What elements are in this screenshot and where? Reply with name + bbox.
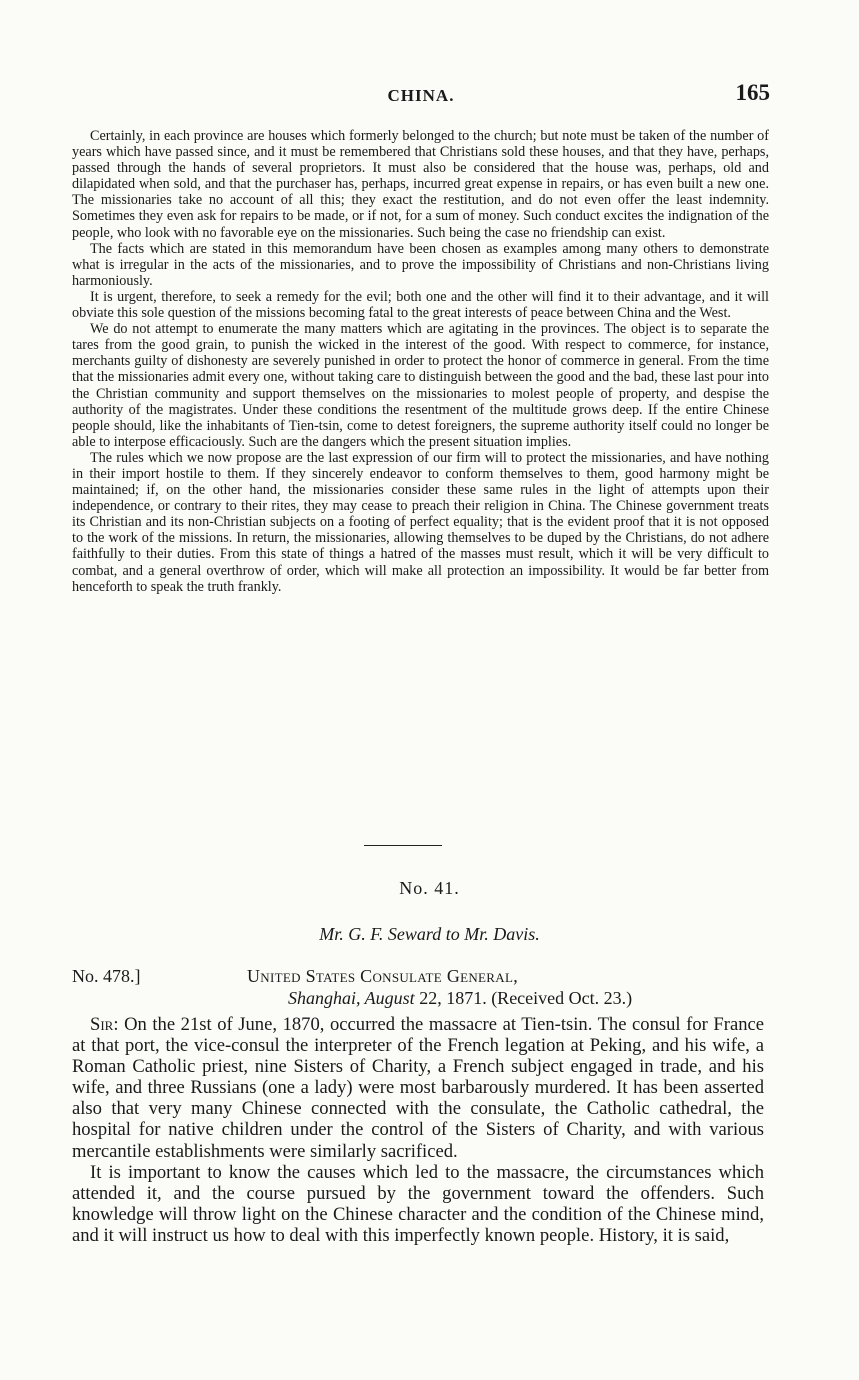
letter-body bbox=[72, 1014, 764, 1246]
section-divider bbox=[364, 845, 442, 846]
letter-paragraph-2: It is important to know the causes which led to the massacre, the circumstances which attended it, and the course pursued by the government toward the offenders. Such knowledge will throw light on the Chinese character and the condition of the Chinese mind, and it will instruct us how to deal with this imperfectly known people. History, it is said, bbox=[72, 1161, 764, 1246]
sender-office: United States Consulate General, bbox=[247, 966, 518, 986]
dateline-place-date: Shanghai, August bbox=[288, 988, 415, 1008]
page-number: 165 bbox=[735, 80, 770, 105]
letter-paragraph-1 bbox=[72, 1014, 764, 1162]
dispatch-number: No. 478.] bbox=[72, 966, 141, 986]
memo-paragraph-1: Certainly, in each province are houses which formerly belonged to the church; but note must be taken of the number of years which have passed since, and it must be remembered that Christians sold these houses, and that they have, perhaps, passed through the hands of several proprietors. It must also be considered that the house was, perhaps, old and dilapidated when sold, and that the purchaser has, perhaps, incurred great expense in repairs, or has even built a new one. The missionaries take no account of all this; they exact the restitution, and do not even offer the least indemnity. Sometimes they even ask for repairs to be made, or if not, for a sum of money. Such conduct excites the indignation of the people, who look with no favorable eye on the missionaries. Such being the case no friendship can exist. bbox=[72, 128, 769, 241]
memo-paragraph-4: We do not attempt to enumerate the many matters which are agitating in the provinces. The object is to separate the tares from the good grain, to punish the wicked in the interest of the good. With respect to commerce, for instance, merchants guilty of dishonesty are severely punished in order to protect the honor of commerce in general. From the time that the missionaries admit every one, without taking care to distinguish between the good and the bad, these last pour into the Christian community and support themselves on the missionaries to molest people of property, and despise the authority of the magistrates. Under these conditions the resentment of the multitude grows deep. If the entire Chinese people should, like the inhabitants of Tien-tsin, come to detest foreigners, the supreme authority itself could no longer be able to interpose efficaciously. Such are the dangers which the present situation implies. bbox=[72, 321, 769, 450]
memo-paragraph-5: The rules which we now propose are the last expression of our firm will to protect the missionaries, and have nothing in their import hostile to them. If they sincerely endeavor to conform themselves to them, good harmony might be maintained; if, on the other hand, the missionaries consider these same rules in the light of attempts upon their independence, or contrary to their rites, they may cease to preach their religion in China. The Chinese government treats its Christian and its non-Christian subjects on a footing of perfect equality; that is the evident proof that it is not opposed to the work of the missions. In return, the missionaries, allowing themselves to be duped by the Christians, do not adhere faithfully to their duties. From this state of things a hatred of the masses must result, which it will be very difficult to combat, and a general overthrow of order, which will make all protection an impossibility. It would be far better from henceforth to speak the truth frankly. bbox=[72, 449, 769, 595]
page-header bbox=[72, 80, 770, 110]
memo-paragraph-3: It is urgent, therefore, to seek a remedy for the evil; both one and the other will find it to their advantage, and it will obviate this sole question of the missions becoming fatal to the great interests of peace between China and the West. bbox=[72, 288, 769, 322]
running-title: CHINA. bbox=[387, 86, 455, 105]
received-date: (Received Oct. 23.) bbox=[491, 988, 633, 1008]
salutation: Sir: bbox=[90, 1014, 119, 1035]
letter-paragraph-1-text: On the 21st of June, 1870, occurred the massacre at Tien-tsin. The consul for France at that port, the vice-consul the interpreter of the French legation at Peking, and his wife, a Roman Catholic priest, nine Sisters of Charity, a French subject engaged in trade, and his wife, and three Russians (one a lady) were most barbarously murdered. It has been asserted also that very many Chinese connected with the consulate, the Catholic cathedral, the hospital for native children under the control of the Sisters of Charity, and with various mercantile establishments were similarly sacrificed. bbox=[72, 1014, 764, 1162]
dispatch-line bbox=[72, 966, 772, 988]
dateline bbox=[288, 988, 632, 1009]
memorandum-text bbox=[72, 128, 769, 595]
memo-paragraph-2: The facts which are stated in this memorandum have been chosen as examples among many others to demonstrate what is irregular in the acts of the missionaries, and to prove the impossibility of Christians and non-Christians living harmoniously. bbox=[72, 240, 769, 289]
document-number: No. 41. bbox=[399, 878, 460, 898]
document-title: Mr. G. F. Seward to Mr. Davis. bbox=[319, 924, 540, 944]
dateline-day-year: 22, 1871. bbox=[414, 988, 492, 1008]
